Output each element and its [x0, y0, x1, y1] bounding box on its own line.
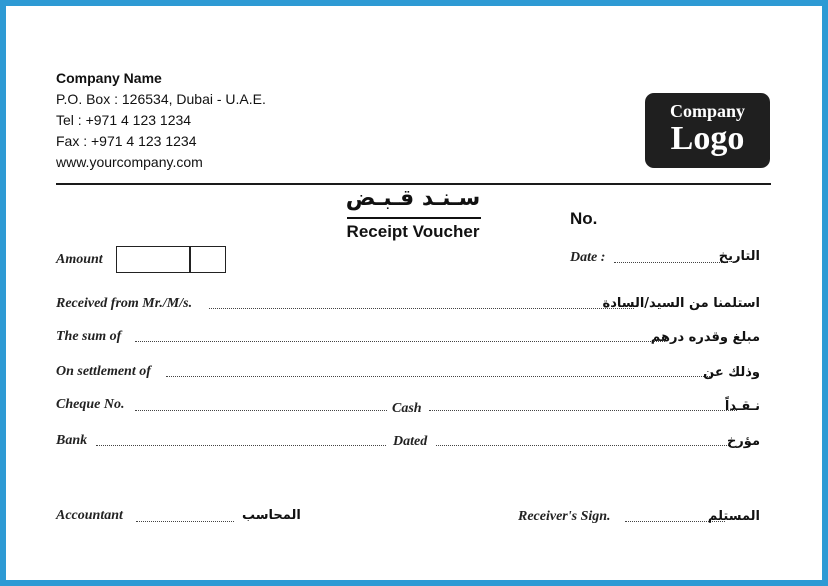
date-field[interactable] [614, 262, 728, 263]
dated-label-arabic: مؤرخ [726, 434, 760, 449]
date-label: Date : [570, 250, 606, 265]
cash-label: Cash [392, 401, 422, 416]
cheque-number-field[interactable] [135, 410, 387, 411]
amount-field-divider [189, 247, 191, 272]
company-name: Company Name [56, 70, 162, 86]
date-label-arabic: التاريخ [718, 249, 760, 264]
accountant-signature-field[interactable] [136, 521, 234, 522]
amount-field[interactable] [116, 246, 226, 273]
accountant-label-arabic: المحاسب [242, 508, 301, 523]
bank-field[interactable] [96, 445, 386, 446]
title-arabic: سـنـد قـبـض [345, 186, 481, 211]
sum-of-field[interactable] [135, 341, 665, 342]
cash-label-arabic: نـقـداً [724, 399, 760, 414]
sum-of-label-arabic: مبلغ وقدره درهم [650, 330, 760, 345]
dated-label: Dated [393, 434, 428, 449]
company-logo [645, 93, 770, 168]
dated-field[interactable] [436, 445, 731, 446]
company-info [56, 68, 266, 173]
cheque-number-label: Cheque No. [56, 397, 125, 412]
header-divider [56, 183, 771, 185]
title-english: Receipt Voucher [346, 222, 480, 241]
received-from-field[interactable] [209, 308, 634, 309]
logo-line-2: Logo [670, 120, 745, 157]
receiver-sign-label: Receiver's Sign. [518, 509, 611, 524]
receiver-label-arabic: المستلم [707, 509, 760, 524]
company-tel: Tel : +971 4 123 1234 [56, 112, 192, 128]
received-from-label: Received from Mr./M/s. [56, 296, 193, 311]
title-underline [347, 217, 481, 219]
cash-field[interactable] [429, 410, 737, 411]
settlement-label: On settlement of [56, 364, 151, 379]
voucher-number-label: No. [570, 209, 598, 228]
sum-of-label: The sum of [56, 329, 122, 344]
logo-line-1: Company [669, 101, 745, 121]
company-fax: Fax : +971 4 123 1234 [56, 133, 197, 149]
accountant-label: Accountant [56, 508, 123, 523]
company-address: P.O. Box : 126534, Dubai - U.A.E. [56, 91, 266, 107]
settlement-label-arabic: وذلك عن [703, 365, 760, 380]
received-from-label-arabic: استلمنا من السيد/السادة [602, 296, 760, 311]
company-website: www.yourcompany.com [56, 154, 203, 170]
bank-label: Bank [56, 433, 88, 448]
settlement-field[interactable] [166, 376, 712, 377]
amount-label: Amount [56, 252, 103, 267]
